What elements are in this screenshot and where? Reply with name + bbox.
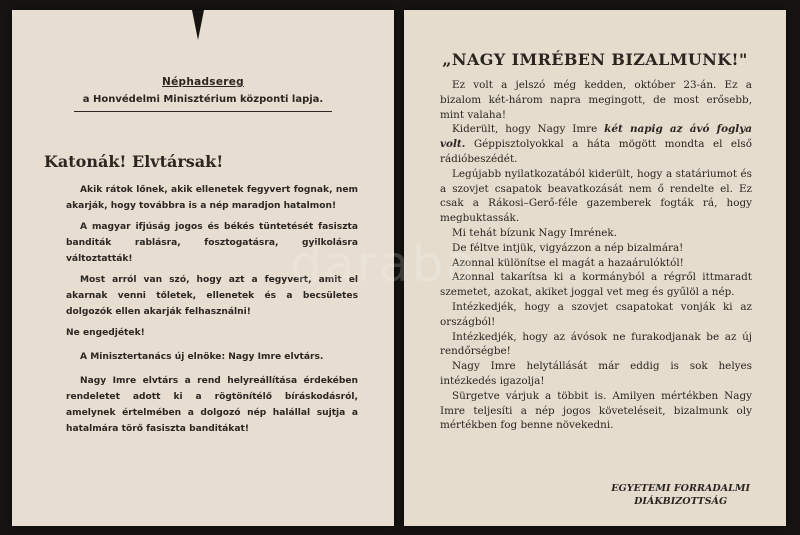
right-text: Géppisztolyokkal a háta mögött mondta el első rádióbeszédét. [440, 138, 752, 165]
left-leaflet [12, 10, 394, 526]
left-paragraph: Most arról van szó, hogy azt a fegyvert, amit el akarnak venni tőletek, ellenetek és a becsületes dolgozók ellen akarják felhasználni! [66, 275, 358, 317]
left-body [66, 182, 358, 442]
left-paragraph: Nagy Imre elvtárs a rend helyreállítása érdekében rendeletet adott ki a rögtönítélő bíráskodásról, amelynek értelmében a dolgozó nép halállal sujtja a hatalmára törő fasiszta banditákat! [66, 376, 358, 434]
left-paragraph: A magyar ifjúság jogos és békés tüntetését fasiszta banditák rablásra, fosztogatásra, gyilkolásra változtatták! [66, 222, 358, 264]
masthead-subtitle: a Honvédelmi Minisztérium központi lapja. [74, 94, 332, 112]
left-heading: Katonák! Elvtársak! [44, 152, 224, 171]
masthead: Néphadsereg [162, 76, 244, 88]
left-paragraph: Akik rátok lőnek, akik ellenetek fegyvert fognak, nem akarják, hogy továbbra is a nép maradjon hatalmon! [66, 185, 358, 211]
right-paragraph: Ez volt a jelszó még kedden, október 23-án. Ez a bizalom két-három napra megingott, de most erősebb, mint valaha! [440, 79, 752, 121]
signature [611, 482, 750, 508]
right-paragraph: Sürgetve várjuk a többit is. Amilyen mértékben Nagy Imre teljesíti a nép jogos követeléseit, bizalmunk oly mértékben fog benne növekedni. [440, 389, 752, 432]
right-paragraph: Legújabb nyilatkozatából kiderült, hogy a statáriumot és a szovjet csapatok beavatkozását nem ő rendelte el. Ez csak a Rákosi–Gerő-féle gazemberek fogták rá, hogy megbuktassák. [440, 167, 752, 225]
right-paragraph: Intézkedjék, hogy az ávósok ne furakodjanak be az új rendőrségbe! [440, 330, 752, 358]
right-paragraph: Nagy Imre helytállását már eddig is sok helyes intézkedés igazolja! [440, 360, 752, 387]
right-title: „NAGY IMRÉBEN BIZALMUNK!" [442, 50, 748, 69]
paper-tear [192, 10, 204, 40]
signature-line: DIÁKBIZOTTSÁG [634, 496, 728, 507]
right-leaflet [404, 10, 786, 526]
right-text: Kiderült, hogy Nagy Imre [452, 123, 605, 136]
left-paragraph: Ne engedjétek! [66, 328, 145, 338]
right-paragraph: Intézkedjék, hogy a szovjet csapatokat vonják ki az országból! [440, 300, 752, 328]
right-paragraph [440, 122, 752, 166]
right-body [440, 78, 752, 433]
right-paragraph: Azonnal különítse el magát a hazaárulóktól! [452, 256, 684, 269]
right-paragraph: De féltve intjük, vigyázzon a nép bizalmára! [452, 241, 684, 254]
signature-line: EGYETEMI FORRADALMI [611, 483, 750, 494]
right-paragraph: Mi tehát bízunk Nagy Imrének. [452, 226, 618, 239]
left-paragraph: A Minisztertanács új elnöke: Nagy Imre elvtárs. [80, 352, 324, 362]
right-paragraph: Azonnal takarítsa ki a kormányból a régről ittmaradt szemetet, azokat, akiket joggal vet meg és gyűlöl a nép. [440, 271, 752, 299]
right-emphasis: két napig az ávó foglya volt. [440, 123, 752, 151]
